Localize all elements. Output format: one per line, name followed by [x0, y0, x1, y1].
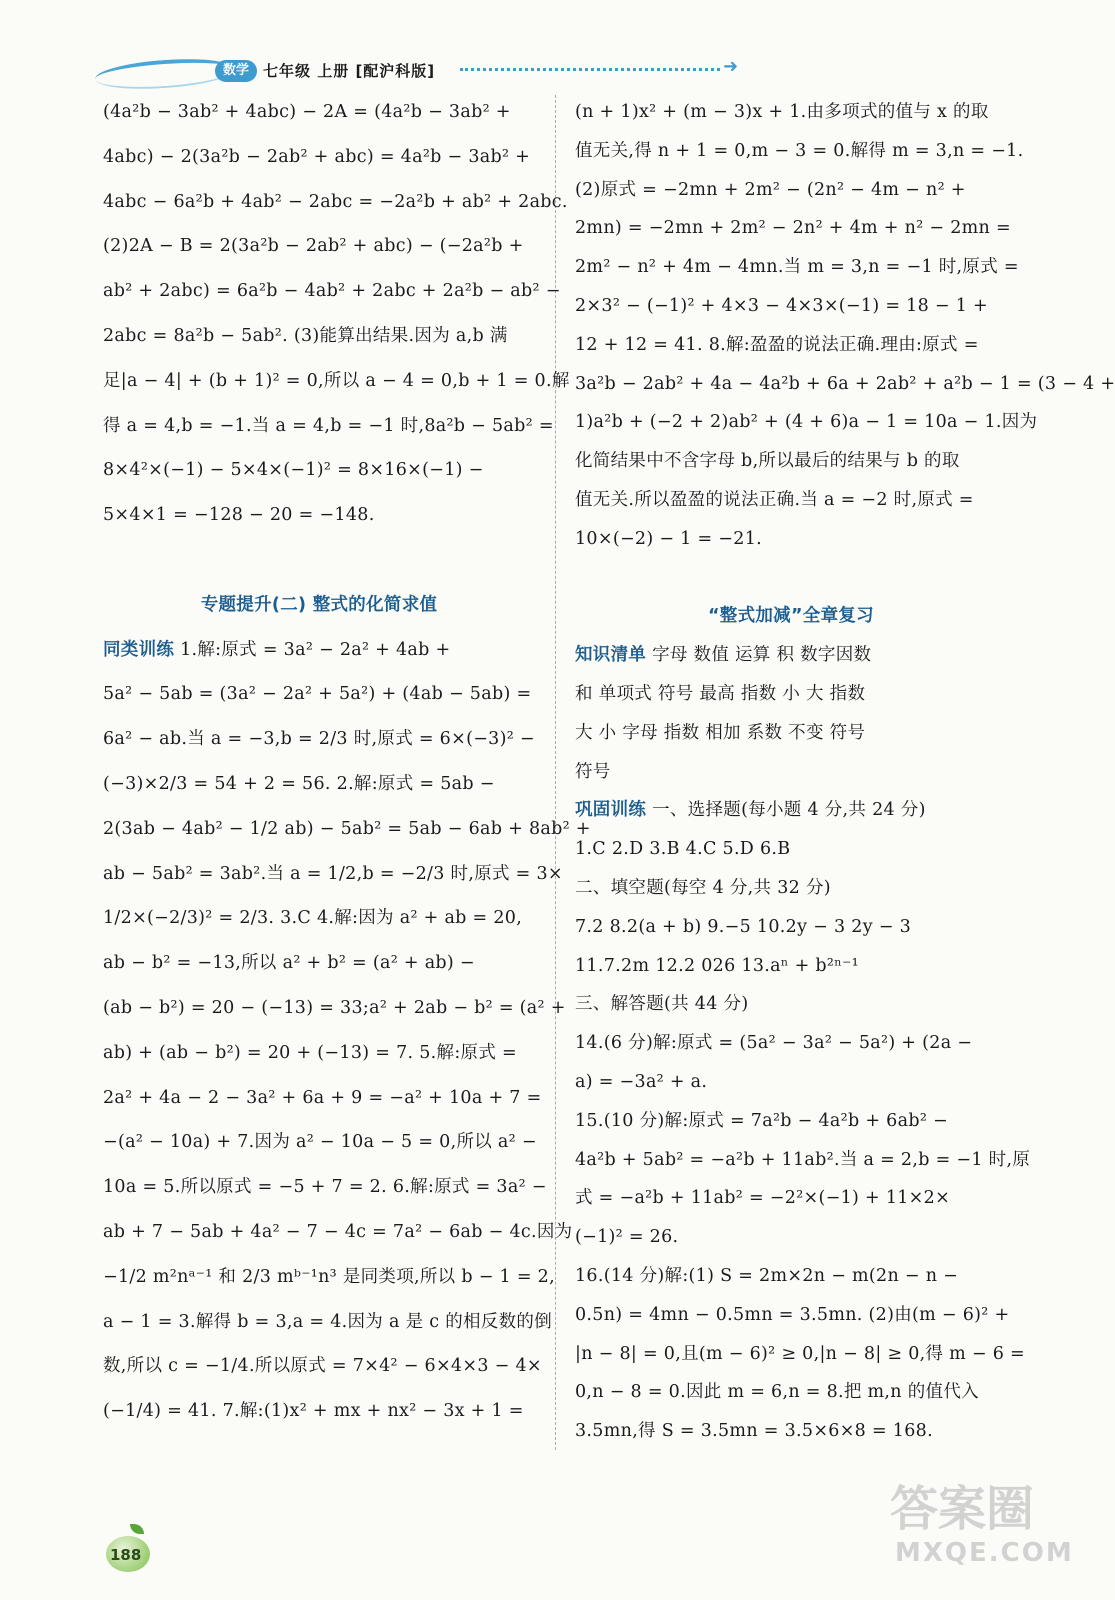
text-line: 2(3ab − 4ab² − 1/2 ab) − 5ab² = 5ab − 6ab + 8ab² +	[103, 818, 591, 839]
text-line: 大 小 字母 指数 相加 系数 不变 符号	[575, 722, 866, 743]
watermark-url: MXQE.COM	[895, 1538, 1074, 1568]
text-line: ab² + 2abc) = 6a²b − 4ab² + 2abc + 2a²b − ab² −	[103, 281, 561, 302]
leaf-icon	[130, 1524, 144, 1534]
header-dotted-rule	[460, 68, 720, 71]
text-line: a) = −3a² + a.	[575, 1072, 708, 1092]
text-line: 2abc = 8a²b − 5ab². (3)能算出结果.因为 a,b 满	[103, 326, 508, 346]
text-line: 15.(10 分)解:原式 = 7a²b − 4a²b + 6ab² −	[575, 1110, 948, 1131]
text-line: 4a²b + 5ab² = −a²b + 11ab².当 a = 2,b = −1 时,原	[575, 1149, 1031, 1170]
text-line: “整式加减”全章复习	[707, 606, 874, 627]
text-line: 专题提升(二) 整式的化简求值	[200, 594, 438, 615]
text-line: 符号	[575, 761, 611, 782]
text-line: (ab − b²) = 20 − (−13) = 33;a² + 2ab − b² = (a² +	[103, 998, 566, 1018]
page-number-badge	[106, 1532, 152, 1572]
page-number: 188	[110, 1546, 142, 1564]
text-line: (−3)×2/3 = 54 + 2 = 56. 2.解:原式 = 5ab −	[103, 774, 495, 794]
text-line: 5a² − 5ab = (3a² − 2a² + 5a²) + (4ab − 5ab) =	[103, 684, 532, 705]
text-line: 式 = −a²b + 11ab² = −2²×(−1) + 11×2×	[575, 1188, 951, 1209]
text-line: 4abc) − 2(3a²b − 2ab² + abc) = 4a²b − 3ab² +	[103, 146, 531, 167]
text-line: 2a² + 4a − 2 − 3a² + 6a + 9 = −a² + 10a + 7 =	[103, 1087, 542, 1108]
text-line: 3.5mn,得 S = 3.5mn = 3.5×6×8 = 168.	[575, 1421, 933, 1442]
text-line: ab − 5ab² = 3ab².当 a = 1/2,b = −2/3 时,原式 = 3×	[103, 863, 563, 884]
text-line: 二、填空题(每空 4 分,共 32 分)	[575, 878, 831, 898]
text-line: (2)2A − B = 2(3a²b − 2ab² + abc) − (−2a²b +	[103, 236, 524, 257]
text-line: 2mn) = −2mn + 2m² − 2n² + 4m + n² − 2mn =	[575, 218, 1011, 239]
text-line: 0.5n) = 4mn − 0.5mn = 3.5mn. (2)由(m − 6)² +	[575, 1304, 1010, 1325]
text-line: 0,n − 8 = 0.因此 m = 6,n = 8.把 m,n 的值代入	[575, 1382, 979, 1403]
text-line: (−1)² = 26.	[575, 1227, 679, 1248]
text-line: 数,所以 c = −1/4.所以原式 = 7×4² − 6×4×3 − 4×	[103, 1356, 542, 1377]
text-line: 得 a = 4,b = −1.当 a = 4,b = −1 时,8a²b − 5ab² =	[103, 415, 554, 436]
text-line: ab − b² = −13,所以 a² + b² = (a² + ab) −	[103, 953, 475, 974]
watermark-logo-text: 答案圈	[890, 1481, 1035, 1537]
text-line: 4abc − 6a²b + 4ab² − 2abc = −2a²b + ab² + 2abc.	[103, 191, 568, 212]
text-line: 12 + 12 = 41. 8.解:盈盈的说法正确.理由:原式 =	[575, 334, 979, 355]
text-line: 化简结果中不含字母 b,所以最后的结果与 b 的取	[575, 451, 960, 472]
book-title: 七年级 上册 [配沪科版]	[263, 62, 436, 80]
text-line: 8×4²×(−1) − 5×4×(−1)² = 8×16×(−1) −	[103, 460, 484, 481]
header-arrow-icon: ➜	[723, 56, 739, 77]
text-line: (−1/4) = 41. 7.解:(1)x² + mx + nx² − 3x + 1 =	[103, 1401, 524, 1422]
site-watermark	[890, 1470, 1074, 1580]
text-line: 2m² − n² + 4m − 4mn.当 m = 3,n = −1 时,原式 =	[575, 257, 1019, 278]
text-line: 和 单项式 符号 最高 指数 小 大 指数	[575, 684, 866, 704]
text-line: 5×4×1 = −128 − 20 = −148.	[103, 505, 375, 526]
text-line: |n − 8| = 0,且(m − 6)² ≥ 0,|n − 8| ≥ 0,得 m − 6 =	[575, 1343, 1026, 1364]
text-line: a − 1 = 3.解得 b = 3,a = 4.因为 a 是 c 的相反数的倒	[103, 1311, 552, 1332]
text-line: 11.7.2m 12.2 026 13.aⁿ + b²ⁿ⁻¹	[575, 955, 859, 976]
text-line: 2×3² − (−1)² + 4×3 − 4×3×(−1) = 18 − 1 +	[575, 296, 988, 316]
page-header	[95, 52, 755, 88]
text-line: (2)原式 = −2mn + 2m² − (2n² − 4m − n² +	[575, 179, 966, 200]
text-line: 值无关.所以盈盈的说法正确.当 a = −2 时,原式 =	[575, 490, 974, 510]
text-line: (4a²b − 3ab² + 4abc) − 2A = (4a²b − 3ab² +	[103, 102, 511, 122]
text-line: −1/2 m²nᵃ⁻¹ 和 2/3 mᵇ⁻¹n³ 是同类项,所以 b − 1 = 2,	[103, 1266, 555, 1287]
text-line: 值无关,得 n + 1 = 0,m − 3 = 0.解得 m = 3,n = −1.	[575, 140, 1024, 161]
text-line: 7.2 8.2(a + b) 9.−5 10.2y − 3 2y − 3	[575, 916, 912, 937]
text-line: ab + 7 − 5ab + 4a² − 7 − 4c = 7a² − 6ab − 4c.因为	[103, 1222, 573, 1242]
text-line: 16.(14 分)解:(1) S = 2m×2n − m(2n − n −	[575, 1266, 959, 1286]
text-line: 同类训练 1.解:原式 = 3a² − 2a² + 4ab +	[103, 639, 451, 660]
text-line: 6a² − ab.当 a = −3,b = 2/3 时,原式 = 6×(−3)² −	[103, 729, 535, 750]
text-line: 巩固训练 一、选择题(每小题 4 分,共 24 分)	[575, 800, 926, 821]
text-line: (n + 1)x² + (m − 3)x + 1.由多项式的值与 x 的取	[575, 102, 989, 122]
text-line: 知识清单 字母 数值 运算 积 数字因数	[575, 645, 872, 666]
text-line: 1.C 2.D 3.B 4.C 5.D 6.B	[575, 839, 791, 860]
text-line: 1)a²b + (−2 + 2)ab² + (4 + 6)a − 1 = 10a − 1.因为	[575, 412, 1038, 433]
text-line: 1/2×(−2/3)² = 2/3. 3.C 4.解:因为 a² + ab = 20,	[103, 908, 523, 929]
text-line: 10a = 5.所以原式 = −5 + 7 = 2. 6.解:原式 = 3a² −	[103, 1177, 547, 1198]
text-line: 三、解答题(共 44 分)	[575, 994, 749, 1015]
text-line: 足|a − 4| + (b + 1)² = 0,所以 a − 4 = 0,b + 1 = 0.解	[103, 370, 570, 391]
text-line: ab) + (ab − b²) = 20 + (−13) = 7. 5.解:原式 =	[103, 1042, 517, 1063]
text-line: −(a² − 10a) + 7.因为 a² − 10a − 5 = 0,所以 a² −	[103, 1132, 537, 1153]
text-line: 14.(6 分)解:原式 = (5a² − 3a² − 5a²) + (2a −	[575, 1033, 973, 1054]
subject-badge: 数学	[215, 60, 257, 82]
text-line: 10×(−2) − 1 = −21.	[575, 528, 762, 549]
text-line: 3a²b − 2ab² + 4a − 4a²b + 6a + 2ab² + a²b − 1 = (3 − 4 +	[575, 373, 1115, 394]
